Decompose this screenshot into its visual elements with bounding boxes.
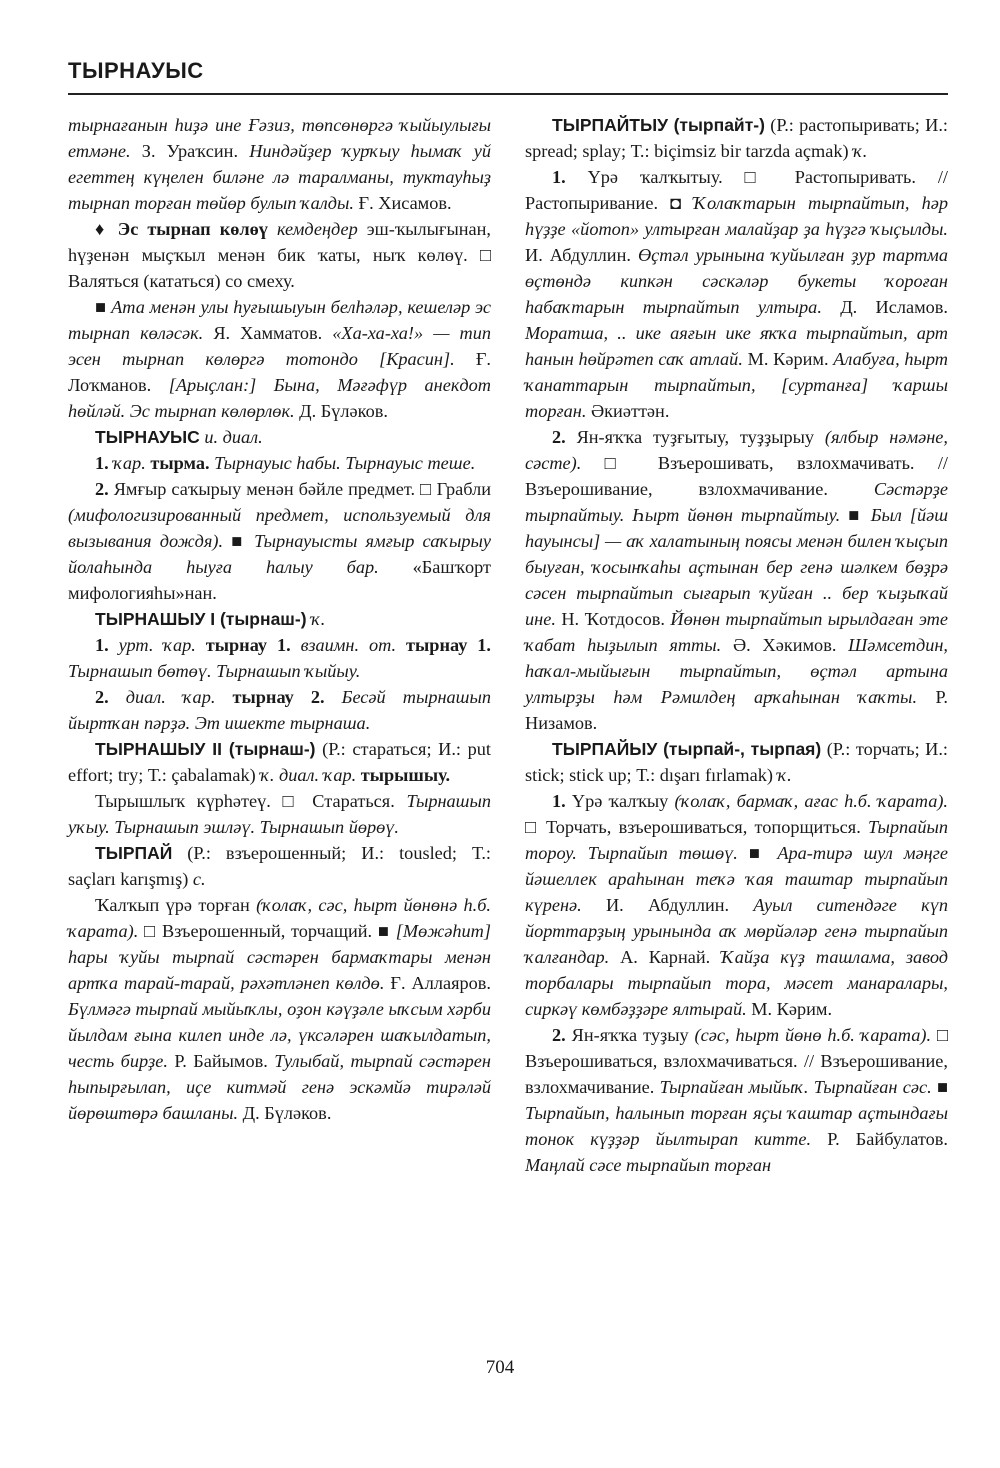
text-run: ■	[223, 531, 255, 551]
bold-text: тырнау 1.	[396, 635, 491, 655]
italic-text: Ниндәйҙер ҡурҡыу һымаҡ уй егеттең күңелен биләне лә таралманы, туктауһыҙ тырнап торған төйөр булып ҡалды.	[68, 141, 492, 213]
text-run: Р. Низамов.	[525, 687, 948, 733]
italic-text: ҡ. диал. ҡар.	[260, 765, 357, 785]
italic-text: ҡ.	[306, 609, 326, 629]
italic-text: урт. ҡар.	[118, 635, 196, 655]
dictionary-paragraph	[68, 294, 491, 424]
italic-text: Тырнауыс һабы. Тырнауыс теше.	[214, 453, 476, 473]
italic-text: (сәс, һырт йөнө һ.б. ҡарата).	[694, 1025, 932, 1045]
text-run: □ Взъерошиваться, взлохмачиваться. // Взъерошивание, взлохмачивание.	[525, 1025, 948, 1097]
italic-text: (ҡолаҡ, сәс, һырт йөнөнә һ.б. ҡарата).	[68, 895, 491, 941]
headword: ТЫРНАУЫС	[95, 427, 200, 447]
text-run: Д. Исламов.	[821, 297, 948, 317]
text-run: Ҡалҡып үрә торған	[95, 895, 257, 915]
italic-text: Тырнашып бөтөү. Тырнашып ҡыйыу.	[68, 661, 361, 681]
text-run: З. Ураҡсин.	[130, 141, 250, 161]
italic-text: Алабуға, һырт ҡанаттарын тырпайтып, [суртанға] ҡаршы торған.	[525, 349, 948, 421]
text-run: Тырышлыҡ күрһәтеү. □ Стараться.	[95, 791, 407, 811]
dictionary-paragraph	[68, 892, 491, 1126]
italic-text: Ара-тирә шул мәңге йәшеллек араһынан теҡә ҡая таштар тырпайып күренә.	[525, 843, 948, 915]
header-rule	[68, 93, 948, 95]
italic-text: Бүлмәгә тырпай мыйыҡлы, оҙон кәүҙәле ыҡсым хәрби йылдам ғына килеп инде лә, үксәләрен шаҡылдатып, честь бирҙе.	[68, 999, 491, 1071]
bold-text: тырышыу.	[356, 765, 451, 785]
text-run: □ Взъерошенный, торчащий. ■	[138, 921, 396, 941]
left-column	[68, 112, 491, 1126]
italic-text: Ҡолаҡтарын тырпайтып, һәр һүҙҙе «йотоп» ултырған малайҙар ҙа һүҙгә ҡыҫылды.	[525, 193, 948, 239]
italic-text: ҡ.	[777, 765, 792, 785]
text-run: Үрә ҡалҡытыу. □ Растопыривать. // Растопыривание. ◘	[525, 167, 948, 213]
text-run: ■	[840, 505, 871, 525]
dictionary-paragraph	[68, 632, 491, 684]
text-run: (Р.: торчать; И.: stick; stick up; Т.: dışarı fırlamak)	[525, 739, 948, 785]
bold-text: 1.	[95, 453, 114, 473]
text-run: (Р.: взъерошенный; И.: tousled; Т.: saçları karışmış)	[68, 843, 491, 889]
text-run: Ян-яҡҡа туҙғытыу, туҙҙырыу	[576, 427, 825, 447]
bold-text: 2.	[95, 687, 126, 707]
text-run: Үрә ҡалҡыу	[571, 791, 675, 811]
text-run: Ә. Хәкимов.	[721, 635, 849, 655]
italic-text: Ауыл ситендәге күп йорттарҙың урынында аҡ мөрйәләр генә тырпайып ҡалғандар.	[525, 895, 949, 967]
bold-text: ♦ Эс тырнап көлөү	[95, 219, 268, 239]
page-number: 704	[485, 1357, 515, 1378]
italic-text: Сәстәрҙе тырпайтыу. Һырт йөнөн тырпайтыу.	[525, 479, 948, 525]
italic-text: взаимн. от.	[300, 635, 397, 655]
text-run: М. Кәрим.	[746, 999, 833, 1019]
dictionary-paragraph	[68, 450, 491, 476]
text-run: Әкиәттән.	[586, 401, 670, 421]
italic-text: Маңлай сәсе тырпайып торған	[525, 1155, 772, 1175]
text-run: Н. Ҡотдосов.	[555, 609, 671, 629]
text-run: (Р.: растопыривать; И.: spread; splay; Т.: biçimsiz bir tarzda açmak)	[525, 115, 948, 161]
dictionary-paragraph	[525, 736, 948, 788]
italic-text: Тулыбай, тырпай сәстәрен һыпырғылап, иҫе китмәй генә эскәмйә тирәләй йөрөштөрә башланы.	[68, 1051, 491, 1123]
headword: ТЫРПАЙЫУ (тырпай-, тырпая)	[552, 739, 822, 759]
text-run: И. Абдуллин.	[581, 895, 754, 915]
text-run: Д. Бүләков.	[294, 401, 388, 421]
italic-text: Тырнауысты ямғыр саҡырыу йолаһында һыуға һалыу бар.	[68, 531, 491, 577]
right-column	[525, 112, 948, 1178]
dictionary-paragraph	[525, 112, 948, 164]
text-run: Ғ. Хисамов.	[353, 193, 452, 213]
dictionary-paragraph	[68, 606, 491, 632]
running-head: ТЫРНАУЫС	[68, 58, 204, 83]
text-run: Р. Байбулатов.	[811, 1129, 948, 1149]
italic-text: Тырнашып уҡыу. Тырнашып эшләү. Тырнашып йөрөү.	[68, 791, 491, 837]
italic-text: Йөнөн тырпайтып ырылдаған эте ҡабат һыҙылып ятты.	[525, 609, 948, 655]
italic-text: с.	[192, 869, 206, 889]
italic-text: диал. ҡар.	[125, 687, 216, 707]
italic-text: ҡ.	[853, 141, 868, 161]
dictionary-paragraph	[68, 840, 491, 892]
italic-text: «Ха-ха-ха!» — тип эсен тырнап көлөргә тотондо [Красин].	[68, 323, 491, 369]
text-run: Ғ. Аллаяров.	[384, 973, 491, 993]
dictionary-paragraph	[525, 788, 948, 1022]
dictionary-paragraph	[68, 424, 491, 450]
text-run: (Р.: стараться; И.: put effort; try; Т.: çabalamak)	[68, 739, 491, 785]
dictionary-paragraph	[525, 1022, 948, 1178]
italic-text: Тырпайып тороу. Тырпайып төшөү.	[525, 817, 948, 863]
headword: ТЫРПАЙ	[95, 843, 173, 863]
dictionary-paragraph	[68, 112, 491, 216]
text-run: □ Торчать, взъерошиваться, топорщиться.	[525, 817, 869, 837]
italic-text: (мифологизированный предмет, используемый для вызывания дождя).	[68, 505, 491, 551]
text-run: Р. Байымов.	[167, 1051, 275, 1071]
italic-text: тырнағанын һиҙә ине Ғәзиз, төпсөнөргә ҡыйыулығы етмәне.	[68, 115, 491, 161]
headword: ТЫРНАШЫУ I (тырнаш-)	[95, 609, 307, 629]
text-run: Я. Хамматов.	[203, 323, 333, 343]
bold-text: тырма.	[145, 453, 215, 473]
text-run: М. Кәрим.	[742, 349, 834, 369]
dictionary-paragraph	[68, 216, 491, 294]
italic-text: и. диал.	[199, 427, 263, 447]
dictionary-paragraph	[68, 736, 491, 788]
italic-text: (ялбыр нәмәне, сәсте).	[525, 427, 948, 473]
bold-text: 2.	[552, 1025, 572, 1045]
text-run: Ян-яҡҡа туҙыу	[571, 1025, 695, 1045]
bold-text: 1.	[552, 791, 572, 811]
headword: ТЫРПАЙТЫУ (тырпайт-)	[552, 115, 765, 135]
bold-text: 1.	[552, 167, 588, 187]
italic-text: Бесәй тырнашып йыртҡан пәрҙә. Эт ишекте тырнаша.	[68, 687, 492, 733]
text-run: ■	[95, 297, 112, 317]
bold-text: тырнау 1.	[195, 635, 301, 655]
italic-text: (ҡолаҡ, бармаҡ, ағас һ.б. ҡарата).	[674, 791, 948, 811]
text-run: А. Карнай.	[609, 947, 722, 967]
text-run: ■	[931, 1077, 948, 1097]
bold-text: 2.	[552, 427, 577, 447]
text-run: эш-ҡылығынан, һүҙенән мыҫҡыл менән бик ҡаты, ныҡ көлөү. □ Валяться (кататься) со смеху.	[68, 219, 491, 291]
text-run: Ямғыр саҡырыу менән бәйле предмет. □ Грабли	[113, 479, 491, 499]
italic-text: Өҫтәл урынына ҡуйылған ҙур тартма өҫтөндә кипкән сәскәләр букеты ҡороған һабаҡтарын тырпайтып ултыра.	[525, 245, 948, 317]
text-run: Д. Бүләков.	[238, 1103, 332, 1123]
italic-text: ҡар.	[113, 453, 146, 473]
text-run: ■	[737, 843, 778, 863]
dictionary-paragraph	[68, 684, 491, 736]
dictionary-paragraph	[525, 424, 948, 736]
italic-text: Ата менән улы һуғышыуын белһәләр, кешеләр эс тырнап көләсәк.	[68, 297, 491, 343]
headword: ТЫРНАШЫУ II (тырнаш-)	[95, 739, 316, 759]
text-run: □ Взъерошивать, взлохмачивать. // Взъерошивание, взлохмачивание.	[525, 453, 948, 499]
italic-text: Ҡайҙа күҙ ташлама, завод торбалары тырпайып тора, мәсет манаралары, сиркәү көмбәҙҙәре ялтырай.	[525, 947, 948, 1019]
text-run: И. Абдуллин.	[525, 245, 638, 265]
italic-text: кемдеңдер	[267, 219, 367, 239]
text-run: «Башҡорт мифологияһы»нан.	[68, 557, 491, 603]
italic-text: Шәмсетдин, һаҡал-мыйығын тырпайтып, өҫтәл артына ултырҙы һәм Рәмилдең арҡаһынан ҡаҡты.	[525, 635, 948, 707]
italic-text: Моратша, .. ике аяғын ике яҡҡа тырпайтып, арт һанын һөйрәтеп саҡ атлай.	[525, 323, 948, 369]
dictionary-paragraph	[525, 164, 948, 424]
bold-text: 2.	[95, 479, 114, 499]
bold-text: 1.	[95, 635, 119, 655]
text-run: Ғ. Лоҡманов.	[68, 349, 492, 395]
dictionary-paragraph	[68, 476, 491, 606]
italic-text: Был [йәш һауынсы] — аҡ халатының поясы менән билен ҡыҫып быуған, ҡосынҡаһы аҫтынан бер генә шәлкем бөҙрә сәсен тырпайтып сығарып ҡуйған .. бер ҡыҙыҡай ине.	[525, 505, 948, 629]
italic-text: Тырпайып, һалынып торған яҫы ҡаштар аҫтындағы тонок күҙҙәр йылтырап китте.	[525, 1103, 948, 1149]
italic-text: [Мөжәһит] һары ҡуйы тырпай сәстәрен бармаҡтары менән артҡа тарай-тарай, рәхәтләнеп көлдө.	[68, 921, 491, 993]
dictionary-paragraph	[68, 788, 491, 840]
bold-text: тырнау 2.	[215, 687, 342, 707]
italic-text: [Арыҫлан:] Бына, Мәғәфүр анекдот һөйләй. Эс тырнап көлөрлөк.	[68, 375, 491, 421]
italic-text: Тырпайған мыйыҡ. Тырпайған сәс.	[659, 1077, 932, 1097]
